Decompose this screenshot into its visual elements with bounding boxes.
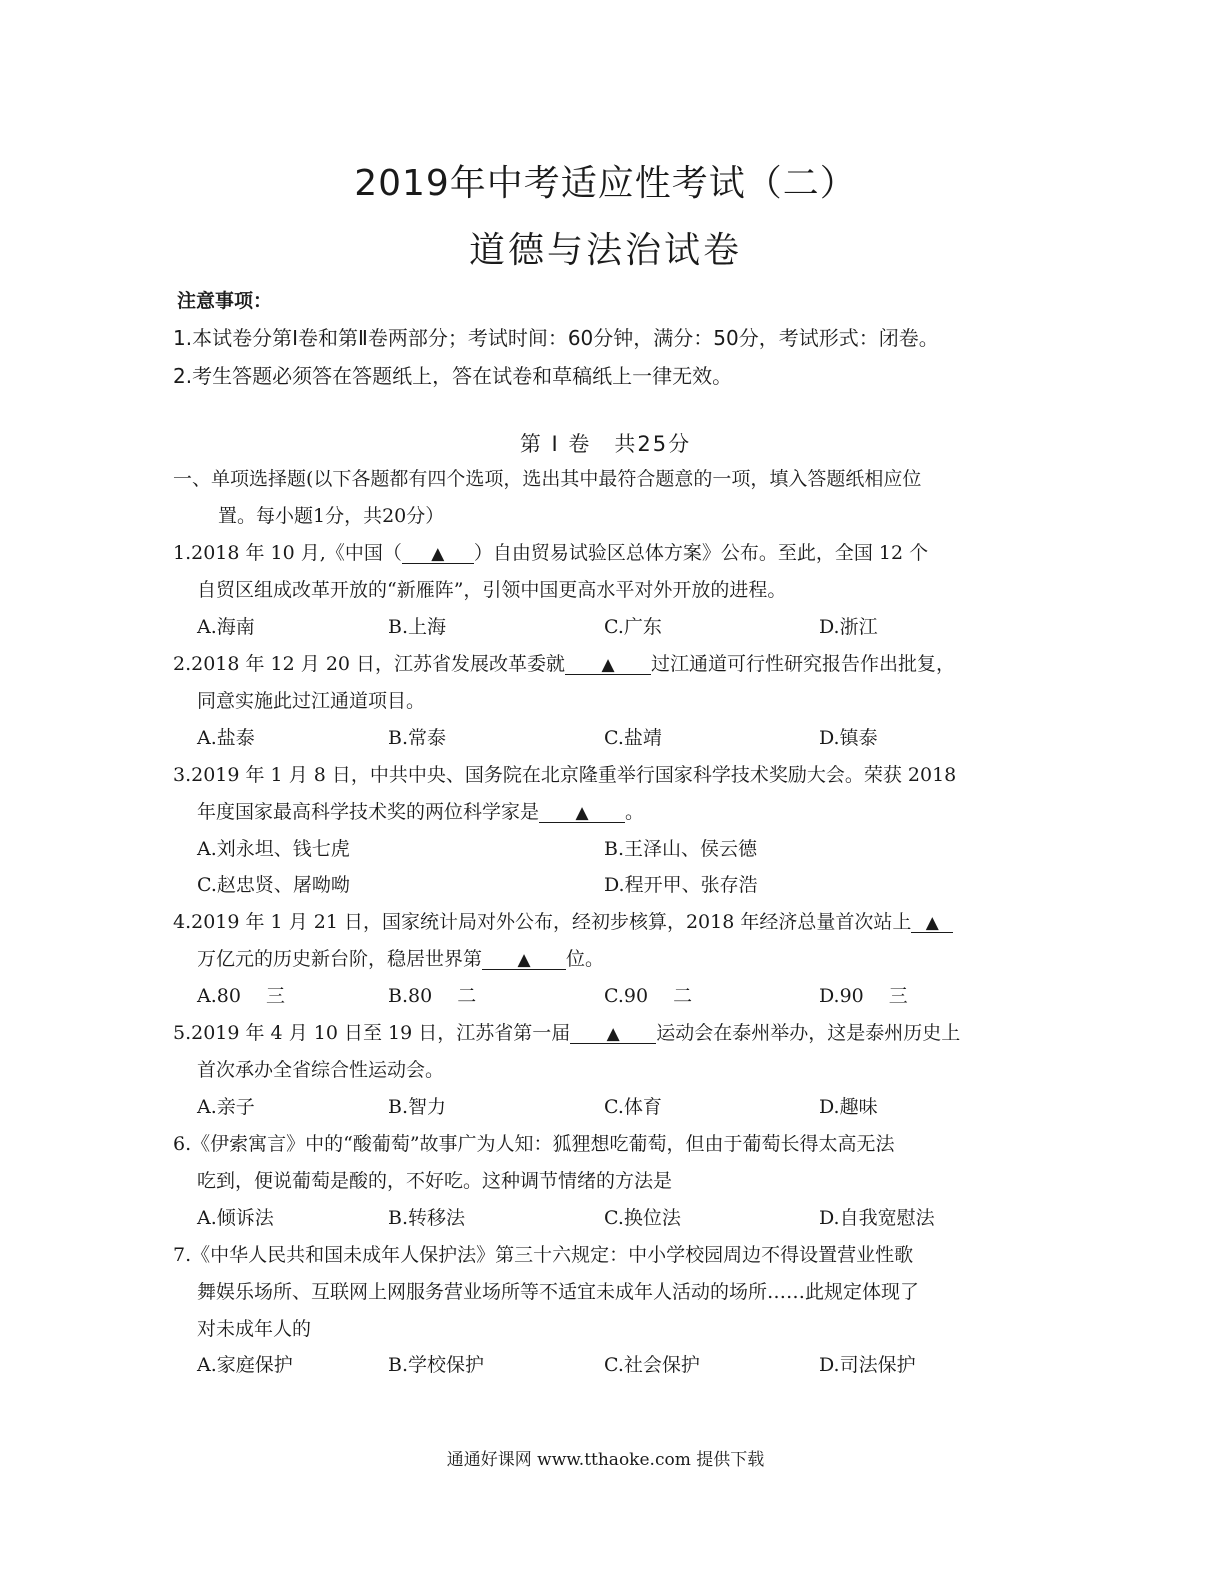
question-text: 运动会在泰州举办，这是泰州历史上 [656, 1022, 961, 1044]
question-text: 。 [625, 801, 645, 823]
question-text: 5.2019 年 4 月 10 日至 19 日，江苏省第一届 [173, 1022, 571, 1044]
option-d: D.趣味 [819, 1096, 878, 1118]
option-c: C.盐靖 [604, 727, 662, 749]
option-d: D.司法保护 [819, 1354, 916, 1376]
exam-subtitle: 道德与法治试卷 [468, 230, 742, 271]
question-7-line: 舞娱乐场所、互联网上网服务营业场所等不适宜未成年人活动的场所……此规定体现了 [197, 1281, 920, 1303]
option-b: B.学校保护 [388, 1354, 485, 1376]
question-2-line [173, 655, 955, 675]
option-c: C.90 二 [604, 985, 693, 1007]
section-instruction: 一、单项选择题(以下各题都有四个选项，选出其中最符合题意的一项，填入答题纸相应位 [173, 468, 922, 490]
answer-blank: ▲ [402, 546, 474, 564]
exam-title: 2019年中考适应性考试（二） [354, 163, 857, 204]
option-b: B.转移法 [388, 1207, 466, 1229]
option-d: D.90 三 [819, 985, 908, 1007]
question-4-line [197, 950, 604, 970]
question-text: 4.2019 年 1 月 21 日，国家统计局对外公布，经初步核算，2018 年经济总量首次站上 [173, 911, 912, 933]
option-c: C.赵忠贤、屠呦呦 [197, 874, 350, 896]
option-b: B.80 二 [388, 985, 477, 1007]
question-5-line: 首次承办全省综合性运动会。 [197, 1059, 445, 1081]
question-3-line: 3.2019 年 1 月 8 日，中共中央、国务院在北京隆重举行国家科学技术奖励大会。荣获 2018 [173, 764, 957, 786]
question-6-line: 6.《伊索寓言》中的“酸葡萄”故事广为人知：狐狸想吃葡萄，但由于葡萄长得太高无法 [173, 1133, 895, 1155]
question-1-line: 自贸区组成改革开放的“新雁阵”，引领中国更高水平对外开放的进程。 [197, 579, 787, 601]
option-a: A.亲子 [197, 1096, 255, 1118]
question-text: 过江通道可行性研究报告作出批复， [651, 653, 956, 675]
option-c: C.换位法 [604, 1207, 681, 1229]
question-7-line: 对未成年人的 [197, 1318, 312, 1340]
option-d: D.浙江 [819, 616, 878, 638]
question-text: 年度国家最高科学技术奖的两位科学家是 [197, 801, 540, 823]
option-a: A.80 三 [197, 985, 285, 1007]
option-a: A.盐泰 [197, 727, 255, 749]
question-1-line [173, 544, 928, 564]
option-b: B.上海 [388, 616, 447, 638]
notice-item: 2.考生答题必须答在答题纸上，答在试卷和草稿纸上一律无效。 [173, 364, 733, 388]
option-a: A.刘永坦、钱七虎 [197, 838, 350, 860]
question-text: ）自由贸易试验区总体方案》公布。至此，全国 12 个 [473, 542, 929, 564]
option-d: D.程开甲、张存浩 [604, 874, 758, 896]
notice-item: 1.本试卷分第Ⅰ卷和第Ⅱ卷两部分；考试时间：60分钟，满分：50分，考试形式：闭卷。 [173, 326, 939, 350]
section-instruction: 置。每小题1分，共20分） [218, 505, 445, 527]
question-3-line [197, 803, 644, 823]
option-c: C.广东 [604, 616, 662, 638]
section-title: 第 Ⅰ 卷 共25分 [519, 432, 692, 456]
question-2-line: 同意实施此过江通道项目。 [197, 690, 426, 712]
option-a: A.家庭保护 [197, 1354, 293, 1376]
option-b: B.王泽山、侯云德 [604, 838, 758, 860]
option-b: B.常泰 [388, 727, 447, 749]
question-6-line: 吃到，便说葡萄是酸的，不好吃。这种调节情绪的方法是 [197, 1170, 673, 1192]
option-a: A.倾诉法 [197, 1207, 274, 1229]
question-text: 位。 [566, 948, 605, 970]
option-b: B.智力 [388, 1096, 447, 1118]
footer-source: 通通好课网 www.tthaoke.com 提供下载 [446, 1450, 765, 1470]
question-7-line: 7.《中华人民共和国未成年人保护法》第三十六规定：中小学校园周边不得设置营业性歌 [173, 1244, 914, 1266]
answer-blank: ▲ [539, 805, 625, 823]
option-d: D.镇泰 [819, 727, 878, 749]
option-c: C.社会保护 [604, 1354, 700, 1376]
option-d: D.自我宽慰法 [819, 1207, 935, 1229]
question-5-line [173, 1024, 960, 1044]
notice-heading: 注意事项： [177, 290, 273, 312]
question-4-line [173, 913, 953, 933]
option-c: C.体育 [604, 1096, 662, 1118]
answer-blank: ▲ [911, 915, 953, 933]
answer-blank: ▲ [565, 657, 651, 675]
answer-blank: ▲ [570, 1026, 656, 1044]
question-text: 1.2018 年 10 月,《中国（ [173, 542, 402, 564]
answer-blank: ▲ [482, 952, 566, 970]
option-a: A.海南 [197, 616, 255, 638]
question-text: 万亿元的历史新台阶，稳居世界第 [197, 948, 483, 970]
question-text: 2.2018 年 12 月 20 日，江苏省发展改革委就 [173, 653, 566, 675]
